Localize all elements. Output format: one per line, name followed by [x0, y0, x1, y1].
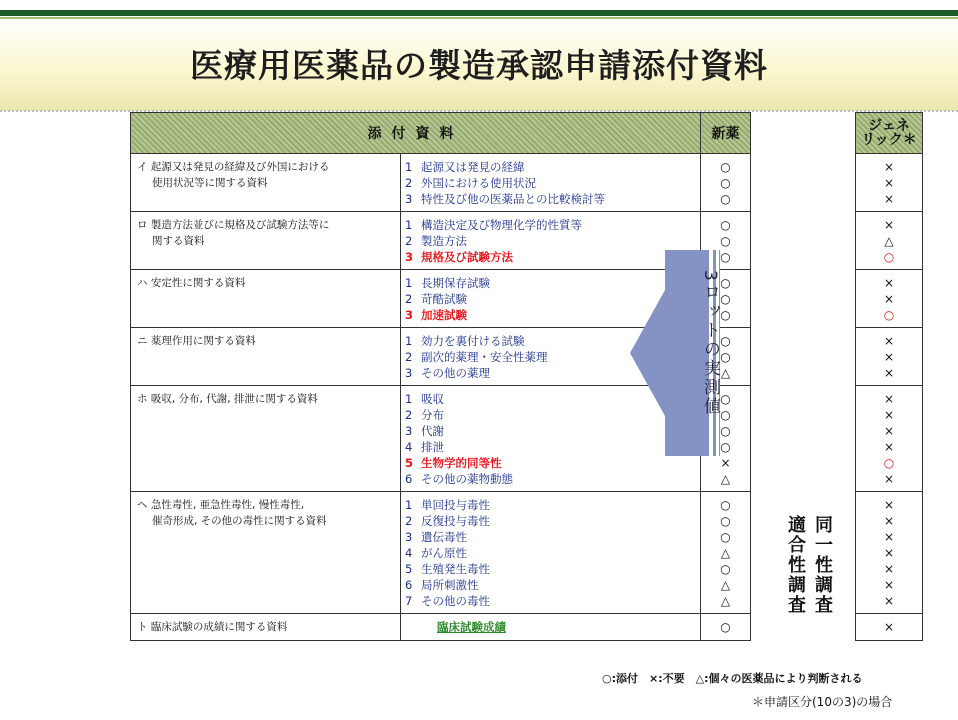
item [405, 191, 700, 207]
generic-cell [856, 492, 923, 614]
generic-symbol: × [883, 334, 895, 348]
generic-symbol: △ [884, 234, 894, 248]
item [405, 175, 700, 191]
middle-spacer-cell [751, 614, 856, 641]
generic-symbol: × [883, 546, 895, 560]
item-text: 局所刺激性 [421, 578, 479, 592]
new-drug-symbol: ○ [720, 620, 731, 634]
item-number: 3 [405, 192, 413, 206]
new-drug-cell [701, 154, 751, 212]
category-cell [131, 212, 401, 270]
item-number: 2 [405, 234, 413, 248]
new-drug-symbol: ○ [720, 176, 731, 190]
item-number: 3 [405, 366, 413, 380]
item [405, 471, 700, 487]
identity-inspection-label: 同一性調査 [812, 515, 833, 615]
item [405, 497, 700, 513]
item [405, 513, 700, 529]
item-number: 1 [405, 392, 413, 406]
item-number: 3 [405, 308, 414, 322]
generic-cell [856, 386, 923, 492]
item [405, 159, 700, 175]
generic-symbol: × [883, 160, 895, 174]
item-text: その他の薬理 [421, 366, 490, 380]
item-text: 長期保存試験 [421, 276, 490, 290]
new-drug-symbol: △ [720, 578, 731, 592]
generic-symbol: × [883, 366, 895, 380]
generic-cell [856, 328, 923, 386]
new-drug-symbol: ○ [720, 440, 731, 454]
footnote: ＊申請区分(10の3)の場合 [752, 695, 893, 709]
table-row [131, 270, 923, 328]
generic-symbol: ○ [883, 250, 895, 264]
generic-cell [856, 614, 923, 641]
item-number: 2 [405, 514, 413, 528]
item-number: 2 [405, 292, 413, 306]
new-drug-symbol: × [720, 456, 731, 470]
category-line: 使用状況等に関する資料 [152, 177, 268, 189]
generic-symbol: × [883, 498, 895, 512]
item-number: 2 [405, 408, 413, 422]
item-number: 7 [405, 594, 413, 608]
category-cell [131, 270, 401, 328]
item-text: 苛酷試験 [421, 292, 467, 306]
item-text: 反復投与毒性 [421, 514, 490, 528]
item [405, 577, 700, 593]
item-number: 5 [405, 456, 414, 470]
item [405, 619, 700, 635]
generic-symbol: × [883, 176, 895, 190]
page-title: 医療用医薬品の製造承認申請添付資料 [190, 46, 768, 85]
item-text: がん原性 [421, 546, 467, 560]
item [405, 545, 700, 561]
generic-symbol: × [883, 192, 895, 206]
header-new-drug: 新薬 [701, 113, 751, 154]
new-drug-symbol: ○ [720, 160, 731, 174]
item-text: 起源又は発見の経緯 [421, 160, 525, 174]
category-line: ハ 安定性に関する資料 [137, 277, 246, 289]
new-drug-cell [701, 492, 751, 614]
category-cell [131, 386, 401, 492]
item-number: 6 [405, 472, 413, 486]
item-text: その他の薬物動態 [421, 472, 513, 486]
generic-symbol: × [883, 292, 895, 306]
item-number: 4 [405, 546, 413, 560]
new-drug-symbol: ○ [720, 408, 731, 422]
item-number: 2 [405, 350, 413, 364]
generic-cell [856, 154, 923, 212]
new-drug-symbol: ○ [720, 192, 731, 206]
middle-spacer-cell [751, 386, 856, 492]
table-header-row [131, 113, 923, 154]
item-text: 加速試験 [421, 308, 467, 322]
category-line: ロ 製造方法並びに規格及び試験方法等に [137, 219, 330, 231]
new-drug-symbol: △ [720, 594, 731, 608]
item [405, 217, 700, 233]
generic-symbol: ○ [883, 456, 895, 470]
header-generic-line2: リック＊ [861, 132, 917, 148]
new-drug-symbol: ○ [720, 308, 731, 322]
category-line: イ 起源又は発見の経緯及び外国における [137, 161, 330, 173]
new-drug-symbol: ○ [720, 514, 731, 528]
table-row [131, 154, 923, 212]
generic-cell [856, 212, 923, 270]
generic-symbol: × [883, 594, 895, 608]
item-text: 効力を裏付ける試験 [421, 334, 525, 348]
category-line: 関する資料 [152, 235, 205, 247]
header-attachment: 添付資料 [131, 113, 701, 154]
table-row [131, 386, 923, 492]
new-drug-symbol: ○ [720, 530, 731, 544]
new-drug-symbol: △ [720, 472, 731, 486]
item [405, 233, 700, 249]
new-drug-symbol: ○ [720, 276, 731, 290]
table-row [131, 328, 923, 386]
header-generic [856, 113, 923, 154]
generic-symbol: × [883, 620, 895, 634]
middle-spacer-cell [751, 328, 856, 386]
item-text: 代謝 [421, 424, 444, 438]
item-text: 臨床試験成績 [437, 620, 506, 634]
generic-cell [856, 270, 923, 328]
new-drug-symbol: ○ [720, 334, 731, 348]
new-drug-cell [701, 614, 751, 641]
generic-symbol: × [883, 472, 895, 486]
generic-symbol: × [883, 392, 895, 406]
legend: ○:添付 ×:不要 △:個々の医薬品により判断される [602, 672, 863, 685]
table-row [131, 212, 923, 270]
item-number: 1 [405, 160, 413, 174]
item-number: 3 [405, 530, 413, 544]
item-text: 単回投与毒性 [421, 498, 490, 512]
top-green-bar [0, 10, 958, 16]
items-cell [401, 492, 701, 614]
category-line: ト 臨床試験の成績に関する資料 [137, 621, 288, 633]
arrow-label: 3ロットの実測値 [700, 270, 720, 416]
item-number: 5 [405, 562, 413, 576]
item-text: 吸収 [421, 392, 444, 406]
item-text: 副次的薬理・安全性薬理 [421, 350, 548, 364]
item [405, 455, 700, 471]
category-cell [131, 154, 401, 212]
new-drug-symbol: ○ [720, 350, 731, 364]
item-text: 製造方法 [421, 234, 467, 248]
item-text: 構造決定及び物理化学的性質等 [421, 218, 582, 232]
new-drug-symbol: ○ [720, 292, 731, 306]
item [405, 593, 700, 609]
new-drug-symbol: △ [720, 546, 731, 560]
new-drug-symbol: ○ [720, 498, 731, 512]
item [405, 561, 700, 577]
new-drug-symbol: ○ [720, 250, 731, 264]
header-generic-line1: ジェネ [868, 118, 910, 134]
generic-symbol: × [883, 408, 895, 422]
generic-symbol: × [883, 530, 895, 544]
middle-spacer-cell [751, 154, 856, 212]
generic-symbol: × [883, 578, 895, 592]
category-line: ホ 吸収, 分布, 代謝, 排泄に関する資料 [137, 393, 318, 405]
items-cell [401, 154, 701, 212]
new-drug-symbol: ○ [720, 218, 731, 232]
category-cell [131, 614, 401, 641]
table-row [131, 614, 923, 641]
items-cell [401, 614, 701, 641]
item-number: 3 [405, 424, 413, 438]
category-line: ニ 薬理作用に関する資料 [137, 335, 256, 347]
middle-spacer-cell [751, 212, 856, 270]
item-number: 1 [405, 498, 413, 512]
item-number: 1 [405, 276, 413, 290]
item-number: 1 [405, 218, 413, 232]
new-drug-symbol: ○ [720, 234, 731, 248]
item-number: 1 [405, 334, 413, 348]
new-drug-symbol: ○ [720, 424, 731, 438]
item-number: 2 [405, 176, 413, 190]
item-text: 排泄 [421, 440, 444, 454]
generic-symbol: × [883, 562, 895, 576]
generic-symbol: ○ [883, 308, 895, 322]
generic-symbol: × [883, 276, 895, 290]
item [405, 529, 700, 545]
item-text: 生物学的同等性 [421, 456, 502, 470]
item-text: その他の毒性 [421, 594, 490, 608]
new-drug-symbol: △ [720, 366, 731, 380]
header-spacer [751, 113, 856, 154]
generic-symbol: × [883, 440, 895, 454]
middle-spacer-cell [751, 270, 856, 328]
conformity-inspection-label: 適合性調査 [785, 515, 806, 615]
item-text: 分布 [421, 408, 444, 422]
item-text: 規格及び試験方法 [421, 250, 513, 264]
category-cell [131, 328, 401, 386]
item-number: 4 [405, 440, 413, 454]
new-drug-symbol: ○ [720, 562, 731, 576]
item-number: 6 [405, 578, 413, 592]
generic-symbol: × [883, 350, 895, 364]
generic-symbol: × [883, 424, 895, 438]
category-line: ヘ 急性毒性, 亜急性毒性, 慢性毒性, [137, 499, 305, 511]
generic-symbol: × [883, 218, 895, 232]
item-number: 3 [405, 250, 414, 264]
category-cell [131, 492, 401, 614]
item-text: 特性及び他の医薬品との比較検討等 [421, 192, 605, 206]
category-line: 催奇形成, その他の毒性に関する資料 [152, 515, 327, 527]
item-text: 生殖発生毒性 [421, 562, 490, 576]
item-text: 外国における使用状況 [421, 176, 536, 190]
item-text: 遺伝毒性 [421, 530, 467, 544]
new-drug-symbol: ○ [720, 392, 731, 406]
generic-symbol: × [883, 514, 895, 528]
